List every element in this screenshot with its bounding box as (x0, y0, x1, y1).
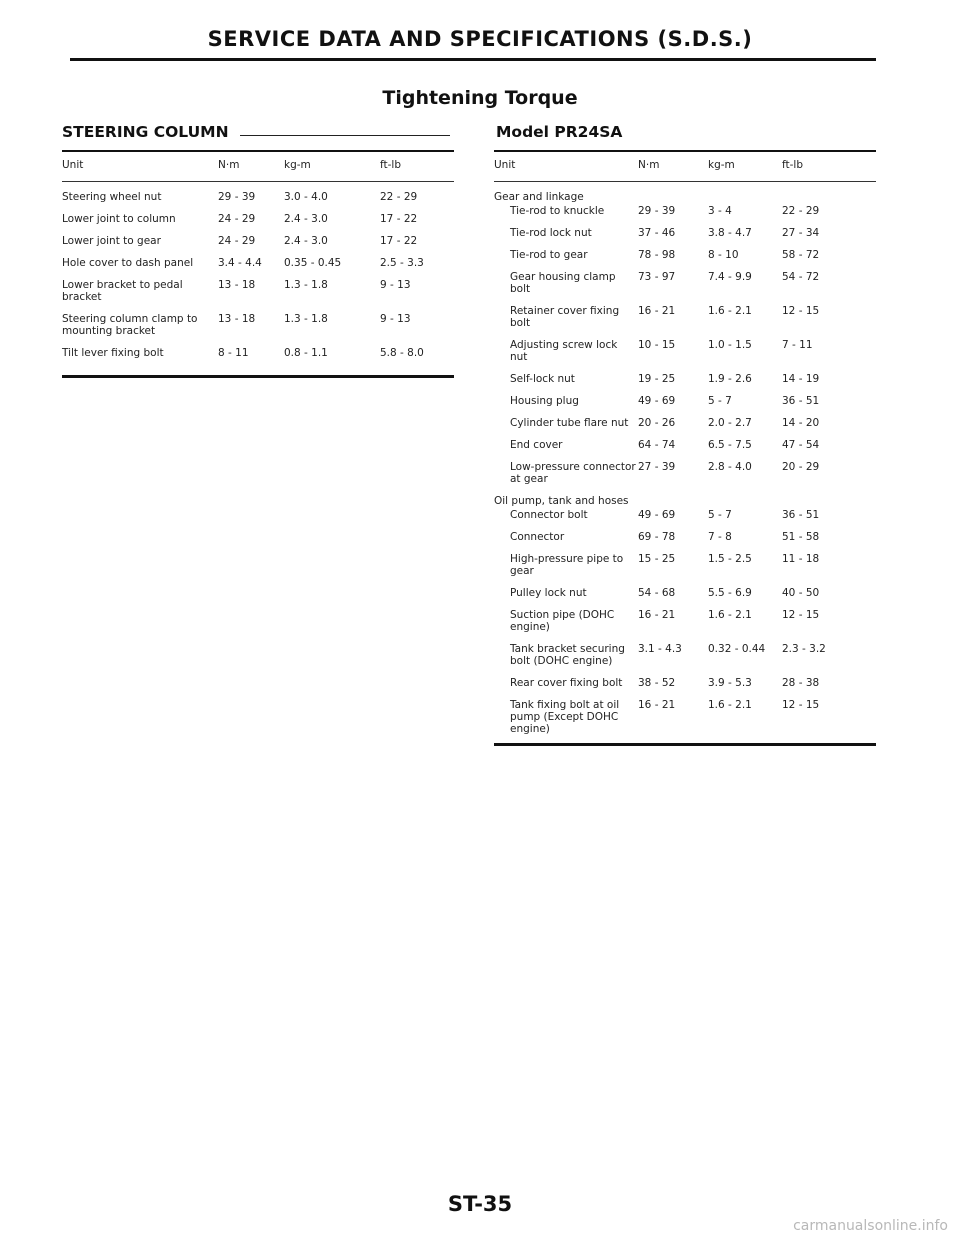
row-kgm: 5.5 - 6.9 (708, 587, 752, 599)
table-row (494, 417, 876, 439)
row-item: Connector bolt (510, 509, 588, 521)
row-ftlb: 9 - 13 (380, 279, 411, 291)
table-row (494, 677, 876, 699)
row-nm: 49 - 69 (638, 395, 676, 407)
row-nm: 49 - 69 (638, 509, 676, 521)
row-kgm: 8 - 10 (708, 249, 739, 261)
table-row (494, 609, 876, 643)
table-row (62, 279, 454, 313)
row-nm: 16 - 21 (638, 305, 676, 317)
row-ftlb: 2.5 - 3.3 (380, 257, 424, 269)
row-kgm: 0.32 - 0.44 (708, 643, 766, 655)
row-nm: 38 - 52 (638, 677, 676, 689)
row-item: Housing plug (510, 395, 579, 407)
group-row (494, 182, 876, 206)
row-ftlb: 27 - 34 (782, 227, 820, 239)
row-item: Gear housing clamp bolt (510, 271, 616, 295)
table-row (494, 587, 876, 609)
row-nm: 3.1 - 4.3 (638, 643, 682, 655)
row-item: Rear cover fixing bolt (510, 677, 623, 689)
row-item: Tie-rod to gear (510, 249, 588, 261)
table-row (494, 249, 876, 271)
row-ftlb: 40 - 50 (782, 587, 820, 599)
row-kgm: 3.8 - 4.7 (708, 227, 752, 239)
table-row (494, 643, 876, 677)
row-nm: 29 - 39 (218, 191, 256, 203)
row-kgm: 7 - 8 (708, 531, 732, 543)
row-kgm: 3.0 - 4.0 (284, 191, 328, 203)
table-row (62, 182, 454, 214)
row-item: Self-lock nut (510, 373, 575, 385)
steering-column-table (62, 150, 454, 378)
row-ftlb: 5.8 - 8.0 (380, 347, 454, 377)
row-ftlb: 36 - 51 (782, 509, 820, 521)
header-kgm: kg-m (708, 151, 782, 182)
table-row (494, 439, 876, 461)
row-item: Tie-rod to knuckle (510, 205, 605, 217)
row-kgm: 2.0 - 2.7 (708, 417, 752, 429)
row-ftlb: 20 - 29 (782, 461, 820, 473)
row-nm: 13 - 18 (218, 279, 256, 291)
row-kgm: 3.9 - 5.3 (708, 677, 752, 689)
table-row (494, 339, 876, 373)
row-item: Retainer cover fixing bolt (510, 305, 620, 329)
row-item: Tie-rod lock nut (510, 227, 592, 239)
row-nm: 24 - 29 (218, 213, 256, 225)
row-kgm: 3 - 4 (708, 205, 732, 217)
row-kgm: 6.5 - 7.5 (708, 439, 752, 451)
row-kgm: 5 - 7 (708, 395, 732, 407)
row-nm: 10 - 15 (638, 339, 676, 351)
row-nm: 27 - 39 (638, 461, 676, 473)
row-item: Lower joint to gear (62, 235, 161, 247)
row-nm: 16 - 21 (638, 699, 708, 745)
row-ftlb: 14 - 20 (782, 417, 820, 429)
table-row (494, 461, 876, 495)
row-kgm: 0.35 - 0.45 (284, 257, 342, 269)
row-nm: 3.4 - 4.4 (218, 257, 262, 269)
row-nm: 15 - 25 (638, 553, 676, 565)
row-item: End cover (510, 439, 563, 451)
row-ftlb: 17 - 22 (380, 235, 418, 247)
row-ftlb: 7 - 11 (782, 339, 813, 351)
row-kgm: 1.9 - 2.6 (708, 373, 752, 385)
row-kgm: 1.3 - 1.8 (284, 279, 328, 291)
header-unit: Unit (62, 151, 218, 182)
row-nm: 54 - 68 (638, 587, 676, 599)
row-ftlb: 58 - 72 (782, 249, 820, 261)
row-item: Pulley lock nut (510, 587, 587, 599)
row-kgm: 1.6 - 2.1 (708, 305, 752, 317)
page-header: SERVICE DATA AND SPECIFICATIONS (S.D.S.) (207, 27, 753, 51)
row-kgm: 1.5 - 2.5 (708, 553, 752, 565)
table-row (494, 509, 876, 531)
row-ftlb: 11 - 18 (782, 553, 820, 565)
table-row (62, 257, 454, 279)
table-row (494, 305, 876, 339)
row-item: Adjusting screw lock nut (510, 339, 618, 363)
row-ftlb: 12 - 15 (782, 699, 876, 745)
row-ftlb: 9 - 13 (380, 313, 411, 325)
row-item: Lower joint to column (62, 213, 176, 225)
row-nm: 24 - 29 (218, 235, 256, 247)
row-item: Steering wheel nut (62, 191, 162, 203)
group-label: Oil pump, tank and hoses (494, 495, 629, 507)
header-kgm: kg-m (284, 151, 380, 182)
group-label: Gear and linkage (494, 191, 584, 203)
row-kgm: 1.6 - 2.1 (708, 609, 752, 621)
row-kgm: 5 - 7 (708, 509, 732, 521)
row-nm: 16 - 21 (638, 609, 676, 621)
table-row (62, 213, 454, 235)
table-row (494, 531, 876, 553)
table-row (494, 553, 876, 587)
watermark: carmanualsonline.info (793, 1218, 948, 1234)
row-item: Lower bracket to pedal bracket (62, 279, 183, 303)
row-item: Tank bracket securing bolt (DOHC engine) (510, 643, 625, 667)
row-nm: 69 - 78 (638, 531, 676, 543)
header-ftlb: ft-lb (380, 151, 454, 182)
row-ftlb: 28 - 38 (782, 677, 820, 689)
row-kgm: 0.8 - 1.1 (284, 347, 380, 377)
row-item: Tank fixing bolt at oil pump (Except DOHC engine) (494, 699, 638, 745)
page-number: ST-35 (447, 1192, 513, 1216)
table-row (62, 235, 454, 257)
row-ftlb: 22 - 29 (380, 191, 418, 203)
table-header-row (62, 151, 454, 182)
row-kgm: 2.4 - 3.0 (284, 213, 328, 225)
row-item: Cylinder tube flare nut (510, 417, 629, 429)
table-row (62, 313, 454, 347)
row-item: Hole cover to dash panel (62, 257, 194, 269)
steering-column-title: STEERING COLUMN (62, 123, 229, 141)
header-nm: N·m (638, 151, 708, 182)
table-row (494, 699, 876, 745)
row-nm: 37 - 46 (638, 227, 676, 239)
row-nm: 78 - 98 (638, 249, 676, 261)
table-row (494, 395, 876, 417)
group-row (494, 495, 876, 509)
row-ftlb: 54 - 72 (782, 271, 820, 283)
table-row (494, 373, 876, 395)
row-kgm: 1.0 - 1.5 (708, 339, 752, 351)
row-item: Connector (510, 531, 565, 543)
row-nm: 19 - 25 (638, 373, 676, 385)
table-row (494, 227, 876, 249)
header-rule (70, 58, 876, 61)
row-kgm: 1.3 - 1.8 (284, 313, 328, 325)
row-kgm: 2.4 - 3.0 (284, 235, 328, 247)
row-ftlb: 12 - 15 (782, 609, 820, 621)
row-item: Suction pipe (DOHC engine) (510, 609, 615, 633)
row-item: Tilt lever fixing bolt (62, 347, 218, 377)
steering-column-title-rule (240, 135, 450, 136)
table-row (494, 271, 876, 305)
row-ftlb: 51 - 58 (782, 531, 820, 543)
table-row (494, 205, 876, 227)
table-row (62, 347, 454, 377)
row-nm: 20 - 26 (638, 417, 676, 429)
row-ftlb: 2.3 - 3.2 (782, 643, 826, 655)
row-nm: 8 - 11 (218, 347, 284, 377)
section-subtitle: Tightening Torque (382, 87, 578, 109)
table-header-row (494, 151, 876, 182)
row-item: Low-pressure connector at gear (510, 461, 636, 485)
header-nm: N·m (218, 151, 284, 182)
header-ftlb: ft-lb (782, 151, 876, 182)
header-unit: Unit (494, 151, 638, 182)
row-item: Steering column clamp to mounting bracket (62, 313, 198, 337)
row-ftlb: 12 - 15 (782, 305, 820, 317)
row-nm: 73 - 97 (638, 271, 676, 283)
pr24sa-table (494, 150, 876, 746)
row-nm: 13 - 18 (218, 313, 256, 325)
row-ftlb: 36 - 51 (782, 395, 820, 407)
row-kgm: 2.8 - 4.0 (708, 461, 752, 473)
row-nm: 64 - 74 (638, 439, 676, 451)
row-kgm: 7.4 - 9.9 (708, 271, 752, 283)
row-ftlb: 47 - 54 (782, 439, 820, 451)
row-kgm: 1.6 - 2.1 (708, 699, 782, 745)
model-title: Model PR24SA (496, 123, 623, 141)
row-ftlb: 22 - 29 (782, 205, 820, 217)
row-ftlb: 14 - 19 (782, 373, 820, 385)
row-ftlb: 17 - 22 (380, 213, 418, 225)
row-item: High-pressure pipe to gear (510, 553, 624, 577)
row-nm: 29 - 39 (638, 205, 676, 217)
